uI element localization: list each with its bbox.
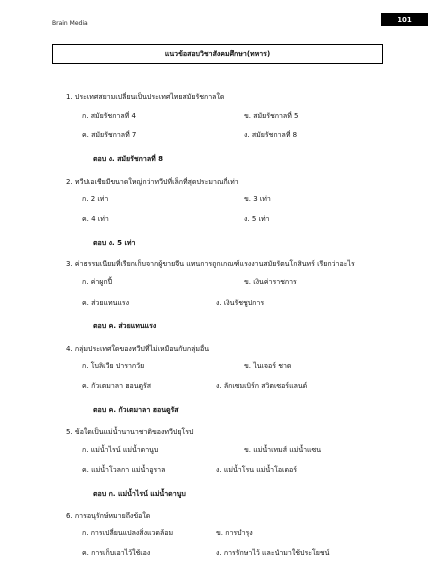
option-d: ง. การรักษาไว้ และนำมาใช้ประโยชน์ — [216, 549, 330, 557]
answer-text: ตอบ ค. ส่วยแทนแรง — [93, 322, 157, 330]
option-b: ข. แม่น้ำเทมส์ แม่น้ำแซน — [244, 446, 322, 454]
option-a: ก. ค่าผูกปี้ — [82, 278, 113, 286]
option-b: ข. ไนเจอร์ ชาด — [244, 362, 292, 370]
question-text: 3. ค่าธรรมเนียมที่เรียกเก็บจากผู้ขายจีน แทนการถูกเกณฑ์แรงงานสมัยรัตนโกสินทร์ เรียกว่าอะไร — [66, 260, 355, 268]
answer-text: ตอบ ง. 5 เท่า — [93, 239, 136, 247]
option-c: ค. สมัยรัชกาลที่ 7 — [82, 131, 137, 139]
option-c: ค. การเก็บเอาไว้ใช้เอง — [82, 549, 151, 557]
question-text: 1. ประเทศสยามเปลี่ยนเป็นประเทศไทยสมัยรัชกาลใด — [66, 93, 225, 101]
option-a: ก. แม่น้ำไรน์ แม่น้ำดานูบ — [82, 446, 159, 454]
option-b: ข. เงินค่าราชการ — [244, 278, 297, 286]
option-c: ค. ส่วยแทนแรง — [82, 299, 130, 307]
option-a: ก. สมัยรัชกาลที่ 4 — [82, 112, 136, 120]
page-title: แนวข้อสอบวิชาสังคมศึกษา(ทหาร) — [52, 44, 383, 64]
answer-text: ตอบ ค. กัวเตมาลา ฮอนดูรัส — [93, 406, 179, 414]
option-c: ค. กัวเตมาลา ฮอนดูรัส — [82, 382, 152, 390]
option-c: ค. แม่น้ำโวลกา แม่น้ำอูราล — [82, 466, 166, 474]
option-d: ง. ลักเซมเบิร์ก สวิตเซอร์แลนด์ — [216, 382, 308, 390]
answer-text: ตอบ ง. สมัยรัชกาลที่ 8 — [93, 155, 164, 163]
question-text: 2. ทวีปเอเชียมีขนาดใหญ่กว่าทวีปที่เล็กที่สุดประมาณกี่เท่า — [66, 178, 239, 186]
brand-label: Brain Media — [52, 20, 88, 27]
option-d: ง. 5 เท่า — [244, 215, 270, 223]
option-d: ง. แม่น้ำโรน แม่น้ำโอเดอร์ — [216, 466, 297, 474]
question-text: 4. กลุ่มประเทศใดของทวีปที่ไม่เหมือนกับกลุ่มอื่น — [66, 345, 209, 353]
question-text: 6. การอนุรักษ์หมายถึงข้อใด — [66, 512, 151, 520]
option-b: ข. 3 เท่า — [244, 195, 271, 203]
option-d: ง. สมัยรัชกาลที่ 8 — [244, 131, 298, 139]
option-b: ข. สมัยรัชกาลที่ 5 — [244, 112, 299, 120]
option-a: ก. โบลิเวีย ปารากวัย — [82, 362, 145, 370]
option-a: ก. 2 เท่า — [82, 195, 109, 203]
question-text: 5. ข้อใดเป็นแม่น้ำนานาชาติของทวีปยุโรป — [66, 428, 194, 436]
option-c: ค. 4 เท่า — [82, 215, 109, 223]
answer-text: ตอบ ก. แม่น้ำไรน์ แม่น้ำดานูบ — [93, 490, 186, 498]
option-d: ง. เงินรัชชูปการ — [216, 299, 265, 307]
option-b: ข. การบำรุง — [216, 529, 253, 537]
page-number-badge: 101 — [381, 13, 428, 26]
option-a: ก. การเปลี่ยนแปลงสิ่งแวดล้อม — [82, 529, 174, 537]
